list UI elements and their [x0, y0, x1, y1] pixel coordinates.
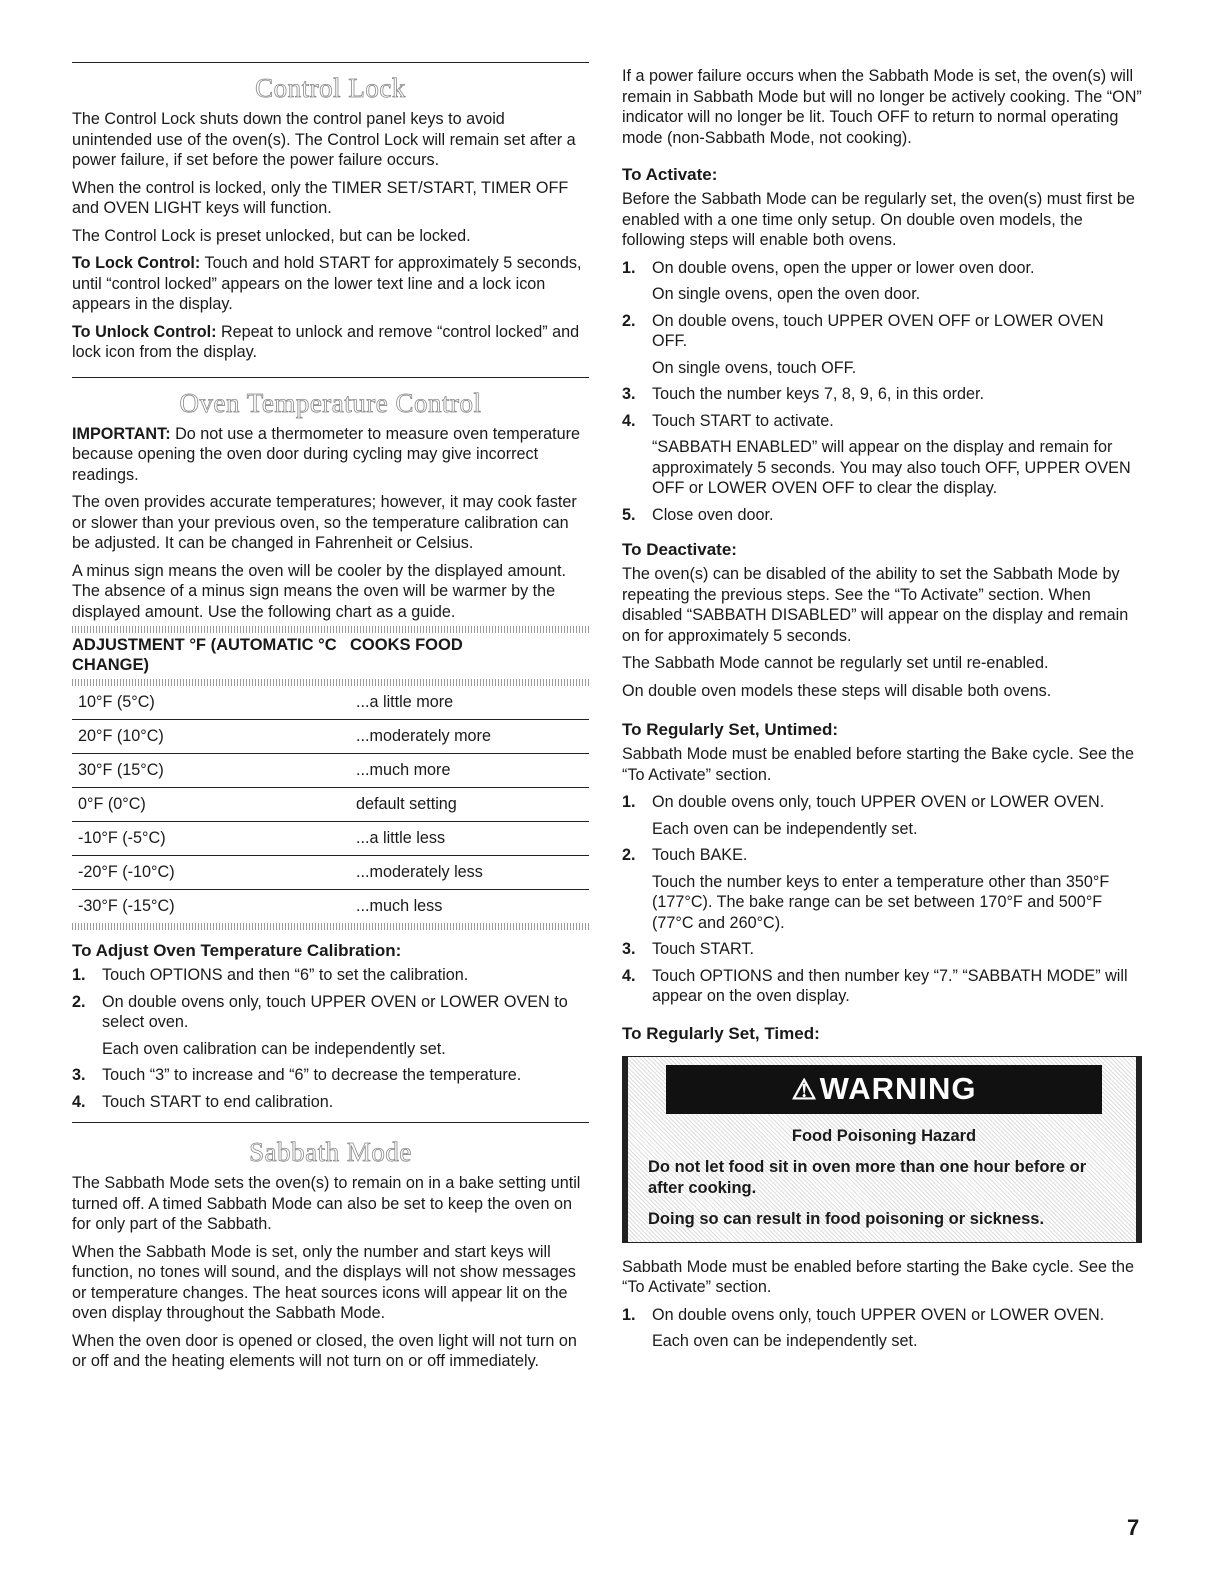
- step-text: On double ovens only, touch UPPER OVEN or LOWER OVEN.: [652, 1305, 1105, 1324]
- table-top-border: [72, 626, 589, 633]
- paragraph: The oven(s) can be disabled of the ability to set the Sabbath Mode by repeating the previous steps. See the “To Activate” section. When disabled “SABBATH DISABLED” will appear on the display and remain on for approximately 5 seconds.: [622, 565, 1129, 645]
- lock-control-label: To Lock Control:: [72, 254, 201, 272]
- adjust-steps-list: [72, 965, 589, 1112]
- list-item: [622, 311, 1142, 379]
- step-text: Touch BAKE.: [652, 846, 748, 864]
- calibration-table: [72, 633, 589, 679]
- step-number: 2.: [72, 992, 86, 1011]
- paragraph: The oven provides accurate temperatures; however, it may cook faster or slower than your previous oven, so the temperature calibration can be adjusted. It can be changed in Fahrenheit or Celsius.: [72, 493, 577, 552]
- table-cell-cooks-food: ...moderately less: [356, 856, 589, 890]
- table-cell-cooks-food: ...moderately more: [356, 720, 589, 754]
- list-item: [622, 384, 1142, 405]
- page-number: 7: [1127, 1515, 1140, 1540]
- step-number: 3.: [622, 940, 636, 958]
- step-subtext: On single ovens, touch OFF.: [652, 358, 857, 377]
- step-number: 1.: [622, 258, 636, 277]
- table-row: [72, 686, 589, 720]
- paragraph: Sabbath Mode must be enabled before starting the Bake cycle. See the “To Activate” section.: [622, 745, 1135, 784]
- table-row: [72, 822, 589, 856]
- step-text: Touch OPTIONS and then number key “7.” “SABBATH MODE” will appear on the oven display.: [652, 966, 1128, 1005]
- warning-box: [622, 1056, 1142, 1243]
- deactivate-heading: To Deactivate:: [622, 540, 737, 559]
- paragraph: Sabbath Mode must be enabled before starting the Bake cycle. See the “To Activate” section.: [622, 1257, 1135, 1296]
- unlock-control-paragraph: [72, 322, 589, 363]
- step-text: Touch OPTIONS and then “6” to set the calibration.: [102, 966, 469, 984]
- paragraph: The Control Lock shuts down the control panel keys to avoid unintended use of the oven(s). The Control Lock will remain set after a power failure, if set before the power failure occurs.: [72, 110, 576, 169]
- untimed-steps-list: [622, 792, 1142, 1007]
- paragraph: The Sabbath Mode cannot be regularly set until re-enabled.: [622, 654, 1049, 672]
- table-cell-cooks-food: ...much less: [356, 897, 443, 915]
- activate-heading: To Activate:: [622, 165, 718, 184]
- table-row: [72, 856, 589, 890]
- table-cell-adjustment: 30°F (15°C): [72, 754, 356, 788]
- step-number: 1.: [622, 793, 636, 811]
- list-item: [622, 966, 1142, 1007]
- power-failure-paragraph: If a power failure occurs when the Sabbath Mode is set, the oven(s) will remain in Sabbath Mode but will no longer be actively cooking. The “ON” indicator will no longer be lit. Touch OFF to return to normal operating mode (non-Sabbath Mode, not cooking).: [622, 67, 1142, 147]
- paragraph: On double oven models these steps will disable both ovens.: [622, 681, 1052, 700]
- table-cell-cooks-food: ...much more: [356, 754, 589, 788]
- list-item: [622, 258, 1142, 305]
- step-number: 2.: [622, 846, 636, 864]
- step-text: Touch START to activate.: [652, 411, 834, 430]
- step-subtext: Each oven can be independently set.: [652, 819, 918, 838]
- warning-banner-text: WARNING: [819, 1070, 977, 1106]
- table-cell-adjustment: -30°F (-15°C): [78, 897, 175, 915]
- list-item: [622, 1305, 1142, 1352]
- step-text: Touch START to end calibration.: [102, 1092, 334, 1111]
- warning-triangle-icon: ⚠: [791, 1073, 818, 1105]
- list-item: [622, 411, 1142, 499]
- table-header-border: [72, 679, 589, 686]
- table-header-cooks-food: COOKS FOOD: [350, 636, 463, 654]
- table-cell-adjustment: -10°F (-5°C): [72, 822, 356, 856]
- warning-line-1: Do not let food sit in oven more than one hour before or after cooking.: [648, 1157, 1087, 1197]
- step-number: 1.: [622, 1305, 636, 1324]
- table-header-row: [72, 633, 589, 679]
- step-text: On double ovens, open the upper or lower oven door.: [652, 258, 1035, 277]
- table-row: [72, 754, 589, 788]
- warning-line-2: Doing so can result in food poisoning or sickness.: [648, 1209, 1045, 1228]
- step-subtext: Touch the number keys to enter a temperature other than 350°F (177°C). The bake range can be set between 170°F and 500°F (77°C and 260°C).: [652, 872, 1110, 932]
- step-subtext: On single ovens, open the oven door.: [652, 285, 921, 303]
- step-text: On double ovens only, touch UPPER OVEN or LOWER OVEN.: [652, 793, 1105, 811]
- left-column: [72, 62, 589, 1379]
- timed-heading: To Regularly Set, Timed:: [622, 1023, 820, 1043]
- paragraph: The Sabbath Mode sets the oven(s) to remain on in a bake setting until turned off. A timed Sabbath Mode can also be set to keep the oven on for only part of the Sabbath.: [72, 1174, 581, 1233]
- table-cell-adjustment: 10°F (5°C): [72, 686, 356, 720]
- table-cell-adjustment: -20°F (-10°C): [72, 856, 356, 890]
- right-column: [622, 66, 1142, 1358]
- section-title-control-lock: Control Lock: [255, 73, 406, 103]
- table-cell-cooks-food: default setting: [356, 788, 589, 822]
- table-bottom-border: [72, 923, 589, 930]
- step-text: On double ovens, touch UPPER OVEN OFF or LOWER OVEN OFF.: [652, 311, 1104, 350]
- step-number: 2.: [622, 311, 636, 330]
- paragraph: A minus sign means the oven will be cooler by the displayed amount. The absence of a minus sign means the oven will be warmer by the displayed amount. Use the following chart as a guide.: [72, 561, 566, 621]
- table-row: [72, 890, 589, 924]
- lock-control-paragraph: [72, 253, 589, 315]
- table-cell-cooks-food: ...a little less: [356, 822, 589, 856]
- table-cell-cooks-food: ...a little more: [356, 686, 589, 720]
- paragraph: When the control is locked, only the TIMER SET/START, TIMER OFF and OVEN LIGHT keys will function.: [72, 178, 569, 217]
- warning-banner: [666, 1065, 1102, 1114]
- step-number: 3.: [622, 385, 636, 403]
- activate-steps-list: [622, 258, 1142, 526]
- list-item: [622, 939, 1142, 960]
- lock-control-text: Touch and hold START for approximately 5 seconds, until “control locked” appears on the lower text line and a lock icon appears in the display.: [72, 254, 582, 313]
- step-subtext: Each oven can be independently set.: [652, 1332, 918, 1350]
- list-item: [622, 792, 1142, 839]
- paragraph: When the Sabbath Mode is set, only the number and start keys will function, no tones will sound, and the displays will not show messages or temperature changes. The heat sources icons will appear lit on the oven display throughout the Sabbath Mode.: [72, 1242, 576, 1322]
- important-text: Do not use a thermometer to measure oven temperature because opening the oven door during cycling may give incorrect readings.: [72, 424, 580, 484]
- step-number: 5.: [622, 505, 636, 524]
- important-paragraph: [72, 424, 589, 486]
- step-number: 4.: [622, 966, 636, 985]
- table-row: [72, 788, 589, 822]
- table-cell-adjustment: 20°F (10°C): [72, 720, 356, 754]
- table-row: [72, 720, 589, 754]
- unlock-control-label: To Unlock Control:: [72, 322, 217, 341]
- step-text: On double ovens only, touch UPPER OVEN or LOWER OVEN to select oven.: [102, 992, 568, 1031]
- list-item: [622, 845, 1142, 933]
- step-text: Touch the number keys 7, 8, 9, 6, in this order.: [652, 385, 985, 403]
- step-number: 4.: [72, 1092, 86, 1111]
- section-title-sabbath-mode: Sabbath Mode: [249, 1137, 412, 1167]
- untimed-heading: To Regularly Set, Untimed:: [622, 720, 838, 739]
- calibration-table-body: [72, 686, 589, 923]
- table-cell-adjustment: 0°F (0°C): [72, 788, 356, 822]
- step-text: Touch START.: [652, 940, 754, 958]
- list-item: [622, 505, 1142, 526]
- list-item: [72, 965, 589, 986]
- timed-steps-list: [622, 1305, 1142, 1352]
- step-subtext: Each oven calibration can be independently set.: [102, 1039, 446, 1058]
- list-item: [72, 1092, 589, 1113]
- step-number: 1.: [72, 966, 86, 984]
- paragraph: Before the Sabbath Mode can be regularly set, the oven(s) must first be enabled with a one time only setup. On double oven models, the following steps will enable both ovens.: [622, 190, 1135, 249]
- section-title-oven-temperature: Oven Temperature Control: [179, 387, 482, 418]
- warning-hazard-title: Food Poisoning Hazard: [791, 1126, 977, 1145]
- step-number: 4.: [622, 411, 636, 430]
- divider: [72, 1122, 589, 1123]
- paragraph: When the oven door is opened or closed, the oven light will not turn on or off and the heating elements will not turn on or off immediately.: [72, 1331, 577, 1370]
- divider: [72, 62, 589, 63]
- list-item: [72, 1065, 589, 1086]
- step-text: Touch “3” to increase and “6” to decrease the temperature.: [102, 1066, 522, 1084]
- important-label: IMPORTANT:: [72, 424, 171, 443]
- list-item: [72, 992, 589, 1060]
- divider: [72, 377, 589, 378]
- paragraph: The Control Lock is preset unlocked, but can be locked.: [72, 226, 471, 245]
- step-subtext: “SABBATH ENABLED” will appear on the display and remain for approximately 5 seconds. You may also touch OFF, UPPER OVEN OFF or LOWER OVEN OFF to clear the display.: [652, 438, 1131, 497]
- adjust-calibration-heading: To Adjust Oven Temperature Calibration:: [72, 941, 402, 960]
- unlock-control-text: Repeat to unlock and remove “control locked” and lock icon from the display.: [72, 322, 580, 361]
- table-header-adjustment: ADJUSTMENT °F (AUTOMATIC °C CHANGE): [72, 636, 337, 674]
- step-number: 3.: [72, 1066, 86, 1084]
- step-text: Close oven door.: [652, 505, 774, 524]
